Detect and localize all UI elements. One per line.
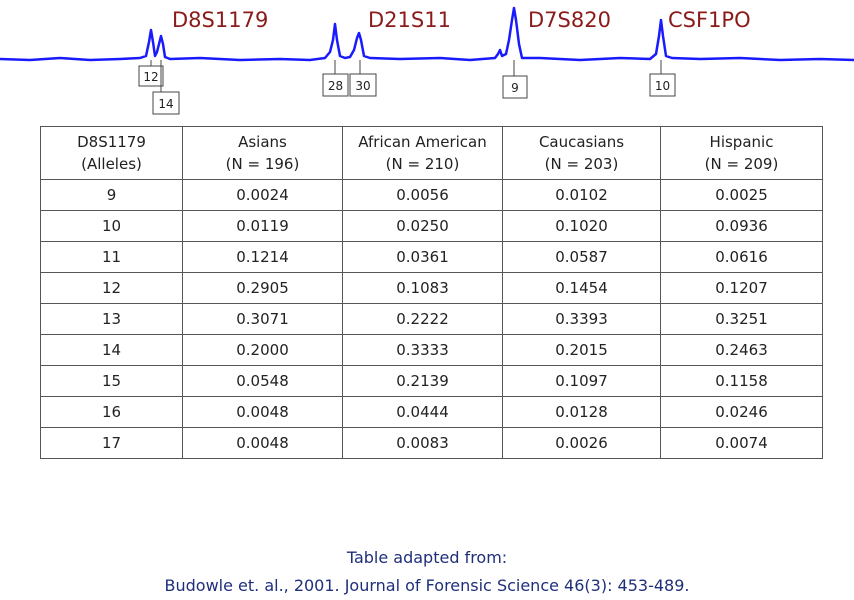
allele-cell: 9 (41, 180, 183, 211)
allele-frequency-table (40, 126, 823, 459)
header-line: African American (358, 133, 487, 151)
column-header-asians (183, 127, 343, 180)
locus-label: CSF1PO (668, 8, 751, 32)
table-row (41, 273, 823, 304)
column-header-hispanic (661, 127, 823, 180)
table-cell: 0.0025 (661, 180, 823, 211)
locus-label: D7S820 (528, 8, 611, 32)
table-cell: 0.3393 (503, 304, 661, 335)
table-cell: 0.0048 (183, 428, 343, 459)
header-line: (N = 210) (385, 155, 460, 173)
allele-cell: 11 (41, 242, 183, 273)
table-cell: 0.1207 (661, 273, 823, 304)
table-row (41, 180, 823, 211)
table-cell: 0.3333 (343, 335, 503, 366)
allele-box-label: 12 (143, 70, 159, 84)
table-cell: 0.0102 (503, 180, 661, 211)
allele-cell: 10 (41, 211, 183, 242)
allele-cell: 15 (41, 366, 183, 397)
table-cell: 0.0024 (183, 180, 343, 211)
table-row (41, 242, 823, 273)
table-row (41, 397, 823, 428)
locus-labels (172, 8, 751, 32)
table-cell: 0.0119 (183, 211, 343, 242)
table-cell: 0.2463 (661, 335, 823, 366)
table-row (41, 366, 823, 397)
table-cell: 0.0083 (343, 428, 503, 459)
allele-cell: 16 (41, 397, 183, 428)
column-header-african-american (343, 127, 503, 180)
column-header-alleles (41, 127, 183, 180)
header-line: Asians (238, 133, 287, 151)
header-line: Caucasians (538, 133, 625, 151)
citation (0, 544, 854, 600)
table-cell: 0.1158 (661, 366, 823, 397)
table-cell: 0.1083 (343, 273, 503, 304)
allele-box-label: 10 (654, 79, 671, 93)
table-cell: 0.2000 (183, 335, 343, 366)
citation-reference: Budowle et. al., 2001. Journal of Forensic Science 46(3): 453-489. (164, 576, 690, 595)
electropherogram (0, 0, 854, 120)
table-cell: 0.2905 (183, 273, 343, 304)
table-cell: 0.1454 (503, 273, 661, 304)
table-cell: 0.0444 (343, 397, 503, 428)
table-cell: 0.0128 (503, 397, 661, 428)
allele-cell: 13 (41, 304, 183, 335)
header-line: (N = 203) (544, 155, 619, 173)
table-cell: 0.2139 (343, 366, 503, 397)
locus-label: D8S1179 (172, 8, 269, 32)
allele-call-markers (139, 60, 675, 114)
table-cell: 0.0026 (503, 428, 661, 459)
allele-box-label: 14 (158, 97, 174, 111)
table-cell: 0.0246 (661, 397, 823, 428)
column-header-caucasians (503, 127, 661, 180)
table-cell: 0.0048 (183, 397, 343, 428)
allele-cell: 12 (41, 273, 183, 304)
table-cell: 0.3251 (661, 304, 823, 335)
table-header-row (41, 127, 823, 180)
header-line: (N = 209) (704, 155, 779, 173)
table-cell: 0.0250 (343, 211, 503, 242)
allele-cell: 17 (41, 428, 183, 459)
table-row (41, 428, 823, 459)
allele-box-labels (143, 70, 670, 111)
table-cell: 0.0587 (503, 242, 661, 273)
allele-cell: 14 (41, 335, 183, 366)
header-line: (Alleles) (81, 155, 142, 173)
locus-label: D21S11 (368, 8, 451, 32)
table-cell: 0.1214 (183, 242, 343, 273)
header-line: D8S1179 (77, 133, 146, 151)
table-cell: 0.1097 (503, 366, 661, 397)
table-cell: 0.0616 (661, 242, 823, 273)
allele-box-label: 30 (355, 79, 371, 93)
header-line: (N = 196) (225, 155, 300, 173)
table-cell: 0.2015 (503, 335, 661, 366)
table-cell: 0.2222 (343, 304, 503, 335)
allele-box-label: 9 (511, 81, 519, 95)
table-cell: 0.0936 (661, 211, 823, 242)
table-cell: 0.1020 (503, 211, 661, 242)
table-row (41, 304, 823, 335)
table-cell: 0.0548 (183, 366, 343, 397)
table-row (41, 211, 823, 242)
header-line: Hispanic (709, 133, 774, 151)
citation-intro: Table adapted from: (346, 548, 508, 567)
table-cell: 0.0074 (661, 428, 823, 459)
table-row (41, 335, 823, 366)
allele-box-label: 28 (327, 79, 344, 93)
table-cell: 0.0056 (343, 180, 503, 211)
table-cell: 0.3071 (183, 304, 343, 335)
table-cell: 0.0361 (343, 242, 503, 273)
